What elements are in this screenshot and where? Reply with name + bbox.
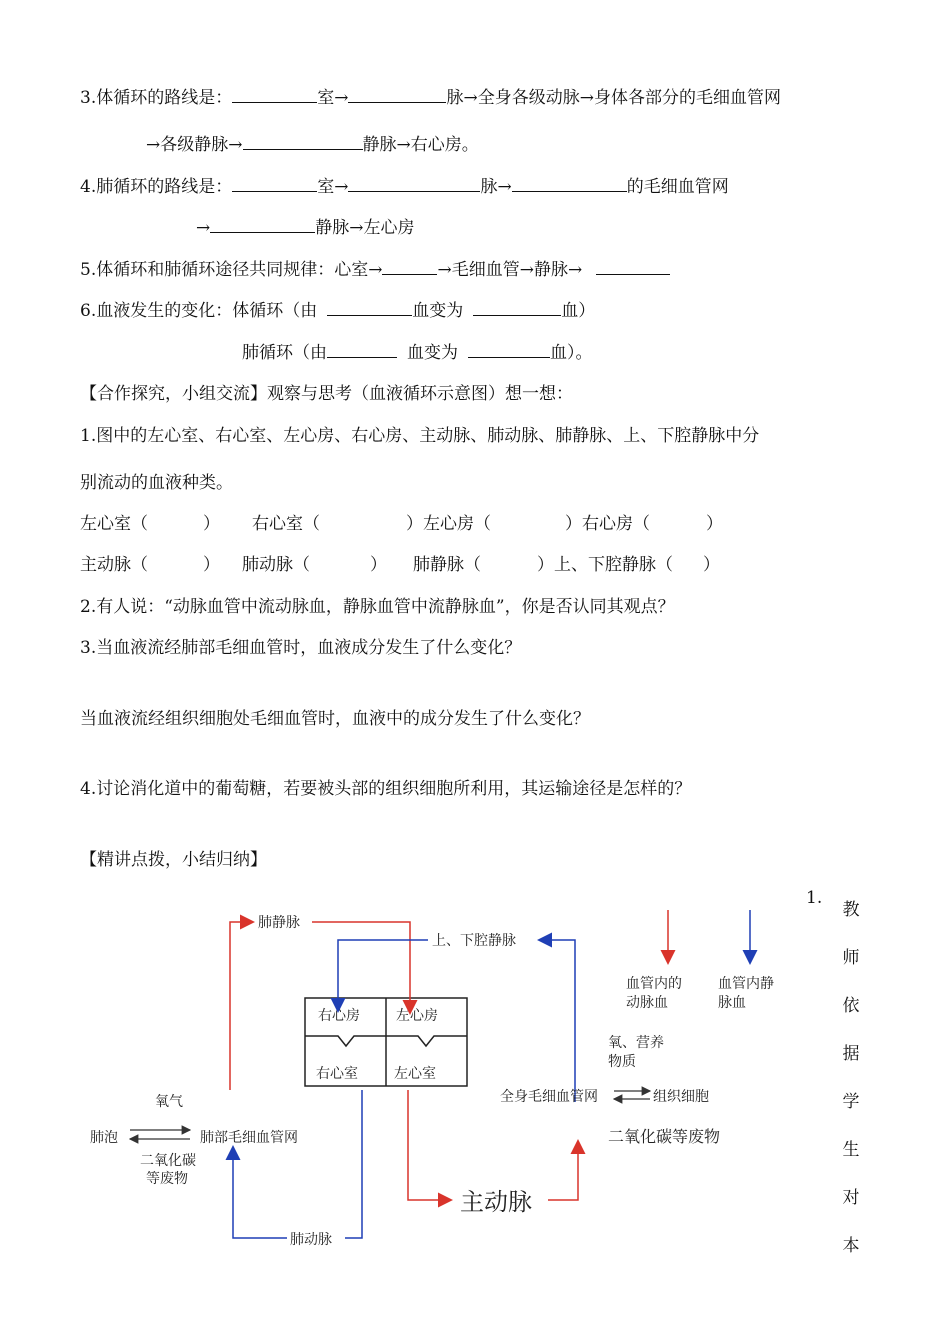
p3: 3.当血液流经肺部毛细血管时，血液成分发生了什么变化？ [80,638,522,658]
q5-line: 5.体循环和肺循环途径共同规律：心室→ →毛细血管→静脉→ [80,258,670,282]
blank[interactable] [210,216,315,233]
oxygen-label: 氧气 [155,1094,183,1110]
circulation-diagram [0,880,800,1260]
co2-waste-left-line2: 等废物 [146,1171,188,1187]
blank[interactable] [468,341,550,358]
aorta-path [408,1090,578,1216]
co2-waste-left-line1: 二氧化碳 [140,1153,196,1169]
vena-cava-label: 上、下腔静脉 [432,933,516,949]
section-heading-summary: 【精讲点拨，小结归纳】 [80,850,267,870]
body-exchange [500,1034,720,1146]
blank[interactable] [232,86,317,103]
legend-artery-line2: 动脉血 [626,995,668,1011]
o2-nutrient-line2: 物质 [608,1054,636,1070]
p1-row2: 主动脉（ ） 肺动脉（ ） 肺静脉（ ）上、下腔静脉（ ） [80,555,720,575]
blank[interactable] [382,258,437,275]
left-ventricle-label: 左心室 [394,1066,436,1082]
vena-cava-path [338,933,575,1102]
right-ventricle-label: 右心室 [316,1066,358,1082]
legend-vein-line1: 血管内静 [718,976,774,992]
q6-line2: 肺循环（由 血变为 血）。 [242,343,593,363]
left-atrium-label: 左心房 [396,1008,438,1024]
body-capillary-label: 全身毛细血管网 [500,1089,598,1105]
legend [626,910,774,1011]
side-vertical-text: 教 师 依 据 学 生 对 本 [842,900,860,1256]
lung-capillary-label: 肺部毛细血管网 [200,1130,298,1146]
legend-artery-line1: 血管内的 [626,976,682,992]
pulmonary-vein-label: 肺静脉 [258,915,300,931]
side-number: 1. [806,888,823,908]
blank[interactable] [232,175,317,192]
lung-exchange [90,1094,298,1187]
tissue-cells-label: 组织细胞 [653,1089,709,1105]
pulmonary-artery-path [233,1090,362,1248]
blank[interactable] [596,258,670,275]
q3-line1: 3.体循环的路线是： 室→ 脉→全身各级动脉→身体各部分的毛细血管网 [80,88,781,108]
legend-vein-line2: 脉血 [718,995,746,1011]
section-heading-cooperate: 【合作探究，小组交流】观察与思考（血液循环示意图）想一想： [80,384,573,404]
alveoli-label: 肺泡 [90,1130,118,1146]
blank[interactable] [512,175,627,192]
co2-waste-right-label: 二氧化碳等废物 [608,1127,721,1146]
aorta-label: 主动脉 [460,1188,532,1216]
q4-line2: → 静脉→左心房 [196,218,415,238]
blank[interactable] [327,341,397,358]
q3-line2: →各级静脉→ 静脉→右心房。 [146,135,479,155]
p1-line1: 1.图中的左心室、右心室、左心房、右心房、主动脉、肺动脉、肺静脉、上、下腔静脉中分 [80,426,760,446]
p1-line2: 别流动的血液种类。 [80,473,233,493]
q6-line1: 6.血液发生的变化：体循环（由 血变为 血） [80,301,596,321]
p4: 4.讨论消化道中的葡萄糖，若要被头部的组织细胞所利用，其运输途径是怎样的？ [80,779,692,799]
heart [305,998,467,1086]
right-atrium-label: 右心房 [318,1008,360,1024]
q4-line1: 4.肺循环的路线是： 室→ 脉→ 的毛细血管网 [80,177,729,197]
o2-nutrient-line1: 氧、营养 [608,1035,664,1051]
blank[interactable] [243,133,363,150]
p2: 2.有人说：“动脉血管中流动脉血，静脉血管中流静脉血”，你是否认同其观点？ [80,597,675,617]
pulmonary-artery-label: 肺动脉 [290,1232,332,1248]
blank[interactable] [473,299,561,316]
p3b: 当血液流经组织细胞处毛细血管时，血液中的成分发生了什么变化？ [80,709,590,729]
blank[interactable] [348,86,446,103]
blank[interactable] [348,175,480,192]
blank[interactable] [327,299,412,316]
p1-row1: 左心室（ ） 右心室（ ）左心房（ ）右心房（ ） [80,514,723,534]
